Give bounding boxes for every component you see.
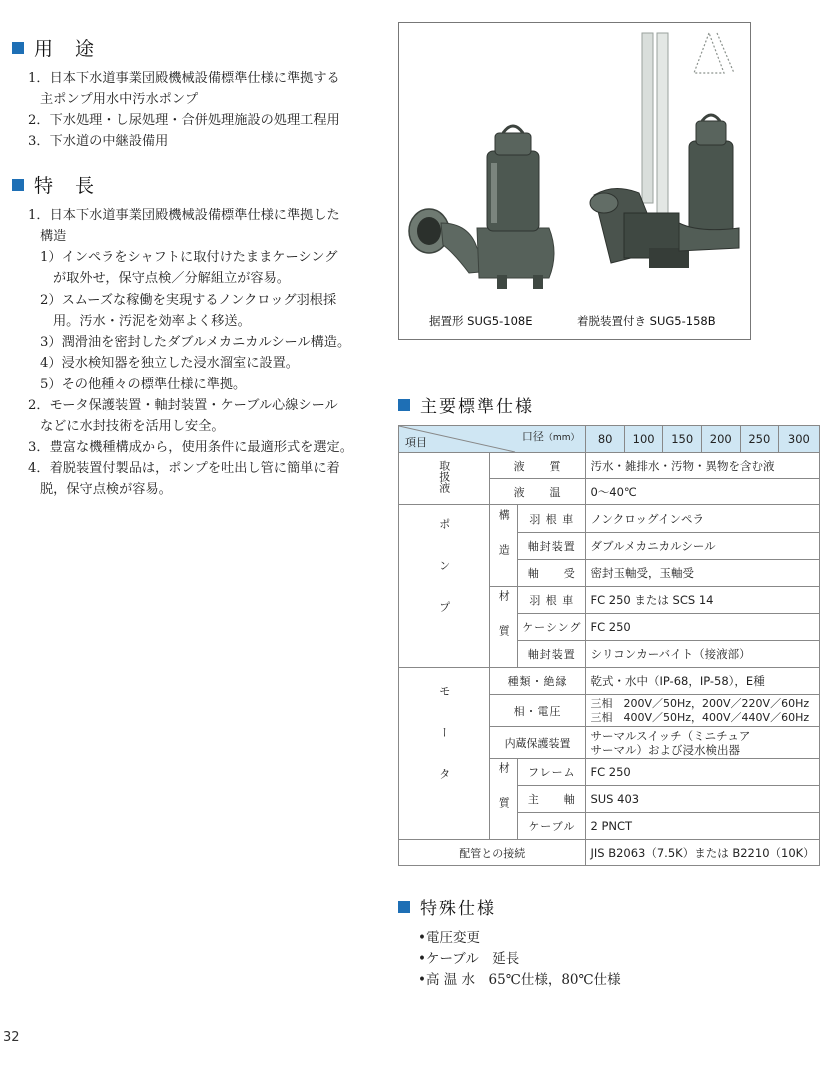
heading-square-icon (12, 42, 24, 54)
row-value: SUS 403 (586, 786, 819, 813)
group-pump: ポンプ (399, 505, 490, 668)
row-value: FC 250 (586, 759, 819, 786)
features-line: が取外せ，保守点検／分解組立が容易。 (53, 271, 290, 286)
row-label: フレーム (518, 759, 586, 786)
features-line: 1）インペラをシャフトに取付けたままケーシング (40, 250, 338, 265)
spec-title: 主要標準仕様 (420, 397, 534, 417)
special-item: •電圧変更 (418, 930, 480, 946)
uses-line: 主ポンプ用水中汚水ポンプ (40, 92, 199, 107)
spec-header-row (399, 426, 820, 453)
spec-table (398, 425, 820, 866)
size-cell: 100 (624, 426, 663, 453)
row-label: 種類・絶縁 (489, 668, 586, 695)
row-label: 相・電圧 (489, 695, 586, 727)
bore-unit: （mm） (543, 433, 580, 443)
row-label: 液 温 (489, 479, 586, 505)
row-value: FC 250 (586, 614, 819, 641)
row-value (586, 727, 819, 759)
group-liquid: 取扱液 (399, 453, 490, 505)
row-value-line: 三相 200V／50Hz，200V／220V／60Hz (590, 696, 810, 710)
pump-structure: 構造 (489, 505, 518, 587)
special-item: •ケーブル 延長 (418, 951, 520, 967)
size-cell: 200 (701, 426, 740, 453)
item-label: 項目 (405, 436, 427, 449)
motor-material: 材質 (489, 759, 518, 840)
special-heading (398, 894, 496, 919)
row-value: 2 PNCT (586, 813, 819, 840)
uses-line: 1．日本下水道事業団殿機械設備標準仕様に準拠する (28, 71, 340, 86)
row-label: 軸封装置 (518, 641, 586, 668)
page-number: 32 (3, 1030, 20, 1045)
features-heading (12, 171, 102, 198)
features-line: 2．モータ保護装置・軸封装置・ケーブル心線シール (28, 398, 338, 413)
pump-photo-illustration (399, 23, 750, 339)
row-label: ケーシング (518, 614, 586, 641)
caption-fixed-type: 据置形 SUG5-108E (429, 314, 533, 328)
spec-row (399, 453, 820, 479)
row-label: ケーブル (518, 813, 586, 840)
row-value: 乾式・水中（IP-68，IP-58），E種 (586, 668, 819, 695)
row-label: 羽 根 車 (518, 505, 586, 533)
features-line: 用。汚水・汚泥を効率よく移送。 (53, 314, 251, 329)
features-line: 5）その他種々の標準仕様に準拠。 (40, 377, 247, 392)
features-line: 構造 (40, 229, 67, 244)
features-line: 脱，保守点検が容易。 (40, 482, 172, 497)
spec-heading (398, 392, 534, 417)
size-cell: 80 (586, 426, 624, 453)
row-value-line: 三相 400V／50Hz，400V／440V／60Hz (590, 710, 810, 724)
row-label: 羽 根 車 (518, 587, 586, 614)
features-line: 4）浸水検知器を独立した浸水溜室に設置。 (40, 356, 299, 371)
spec-row (399, 668, 820, 695)
row-value (586, 695, 819, 727)
row-label: 配管との接続 (399, 840, 586, 866)
features-line: 3）潤滑油を密封したダブルメカニカルシール構造。 (40, 335, 351, 350)
row-label: 内蔵保護装置 (489, 727, 586, 759)
size-cell: 150 (663, 426, 702, 453)
uses-line: 2．下水処理・し尿処理・合併処理施設の処理工程用 (28, 113, 340, 128)
row-value: ダブルメカニカルシール (586, 533, 819, 560)
row-value: 密封玉軸受，玉軸受 (586, 560, 819, 587)
spec-row (399, 840, 820, 866)
row-value: シリコンカーバイト（接液部） (586, 641, 819, 668)
row-value: JIS B2063（7.5K）または B2210（10K） (586, 840, 819, 866)
heading-square-icon (398, 399, 410, 411)
features-title: 特 長 (34, 175, 103, 197)
features-line: などに水封技術を活用し安全。 (40, 419, 225, 434)
special-title: 特殊仕様 (420, 899, 496, 919)
spec-header-corner (399, 426, 586, 453)
heading-square-icon (12, 179, 24, 191)
pump-material: 材質 (489, 587, 518, 668)
caption-removable-type: 着脱装置付き SUG5-158B (577, 314, 716, 328)
uses-heading (12, 34, 102, 61)
uses-line: 3．下水道の中継設備用 (28, 134, 169, 149)
group-motor: モータ (399, 668, 490, 840)
row-label: 液 質 (489, 453, 586, 479)
row-value-line: サーマル）および浸水検出器 (590, 742, 740, 757)
spec-row (399, 505, 820, 533)
fixed-pump-image (409, 126, 554, 289)
row-value: 汚水・雑排水・汚物・異物を含む液 (586, 453, 819, 479)
row-label: 軸封装置 (518, 533, 586, 560)
product-photo-box (398, 22, 751, 340)
uses-title: 用 途 (34, 38, 103, 60)
features-line: 2）スムーズな稼働を実現するノンクロッグ羽根採 (40, 293, 337, 308)
bore-text: 口径 (521, 430, 544, 443)
row-value: ノンクロッグインペラ (586, 505, 819, 533)
size-cell: 300 (779, 426, 820, 453)
heading-square-icon (398, 901, 410, 913)
special-item: •高 温 水 65℃仕様，80℃仕様 (418, 972, 621, 988)
removable-pump-image (590, 33, 739, 268)
bore-label (522, 428, 580, 444)
features-line: 1．日本下水道事業団殿機械設備標準仕様に準拠した (28, 208, 340, 223)
row-value: FC 250 または SCS 14 (586, 587, 819, 614)
row-label: 主 軸 (518, 786, 586, 813)
features-line: 3．豊富な機種構成から，使用条件に最適形式を選定。 (28, 440, 353, 455)
row-value: 0〜40℃ (586, 479, 819, 505)
row-label: 軸 受 (518, 560, 586, 587)
row-value-line: サーマルスイッチ（ミニチュア (590, 728, 751, 743)
features-line: 4．着脱装置付製品は，ポンプを吐出し管に簡単に着 (28, 461, 340, 476)
size-cell: 250 (740, 426, 779, 453)
